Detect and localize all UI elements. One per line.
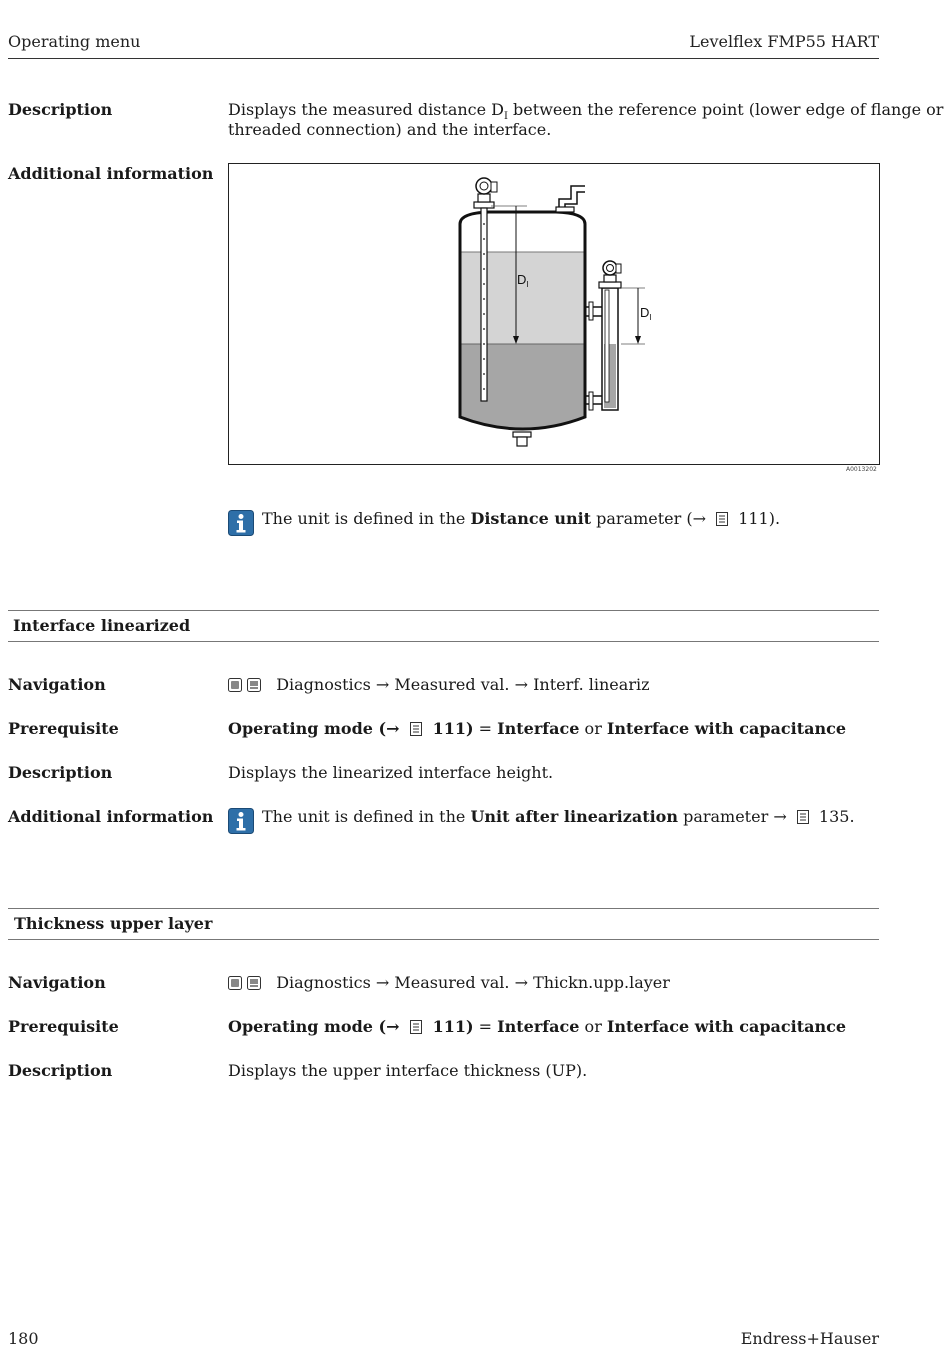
section-title-interface-linearized: Interface linearized — [13, 616, 191, 635]
section-rule-bottom — [8, 641, 879, 642]
running-header-product: Levelflex FMP55 HART — [689, 32, 879, 51]
distance-label-bypass: $D_I$ — [640, 305, 652, 322]
expert-menu-icon — [228, 976, 242, 990]
running-header-section: Operating menu — [8, 32, 141, 51]
navigation-label: Navigation — [8, 973, 106, 992]
additional-info-label: Additional information — [8, 807, 214, 826]
description-text: Displays the linearized interface height. — [228, 763, 554, 782]
section-rule-top — [8, 908, 879, 909]
lower-layer — [460, 344, 585, 429]
description-label: Description — [8, 1061, 113, 1080]
distance-label-tank: $D_I$ — [517, 272, 529, 289]
info-icon — [228, 510, 254, 536]
section-rule-top — [8, 610, 879, 611]
page-ref-icon — [409, 722, 423, 736]
figure-id: A0013202 — [846, 466, 877, 473]
section-title-thickness-upper-layer: Thickness upper layer — [14, 914, 213, 933]
tank-illustration — [229, 164, 879, 464]
expert-menu-icon — [228, 678, 242, 692]
page-ref-icon — [796, 810, 810, 824]
page-number: 180 — [8, 1329, 39, 1348]
page-ref-icon — [715, 512, 729, 526]
linearization-unit-note: The unit is defined in the Unit after linearization parameter → 135. — [262, 807, 855, 826]
prerequisite-text: Operating mode (→ 111) = Interface or Interface with capacitance — [228, 719, 847, 738]
additional-info-label: Additional information — [8, 164, 214, 183]
description-text: Displays the measured distance $D_I$ between the reference point (lower edge of flange or — [228, 100, 944, 123]
description-label: Description — [8, 763, 113, 782]
display-menu-icon — [247, 976, 261, 990]
description-text-line2: threaded connection) and the interface. — [228, 120, 552, 139]
info-icon — [228, 808, 254, 834]
probe-rod — [481, 208, 487, 401]
description-text: Displays the upper interface thickness (UP). — [228, 1061, 588, 1080]
tank-figure — [228, 163, 880, 465]
unit-after-linearization-param: Unit after linearization — [470, 807, 678, 826]
upper-layer — [460, 252, 585, 344]
distance-unit-note: The unit is defined in the Distance unit parameter (→ 111). — [262, 509, 781, 528]
header-rule — [8, 58, 879, 59]
brand-name: Endress+Hauser — [740, 1329, 879, 1348]
page-ref-icon — [409, 1020, 423, 1034]
navigation-path: Diagnostics → Measured val. → Interf. lineariz — [228, 675, 650, 694]
distance-unit-param: Distance unit — [470, 509, 592, 528]
description-label: Description — [8, 100, 113, 119]
prerequisite-label: Prerequisite — [8, 719, 119, 738]
navigation-path: Diagnostics → Measured val. → Thickn.upp.layer — [228, 973, 670, 992]
prerequisite-label: Prerequisite — [8, 1017, 119, 1036]
section-rule-bottom — [8, 939, 879, 940]
navigation-label: Navigation — [8, 675, 106, 694]
prerequisite-text: Operating mode (→ 111) = Interface or Interface with capacitance — [228, 1017, 847, 1036]
display-menu-icon — [247, 678, 261, 692]
